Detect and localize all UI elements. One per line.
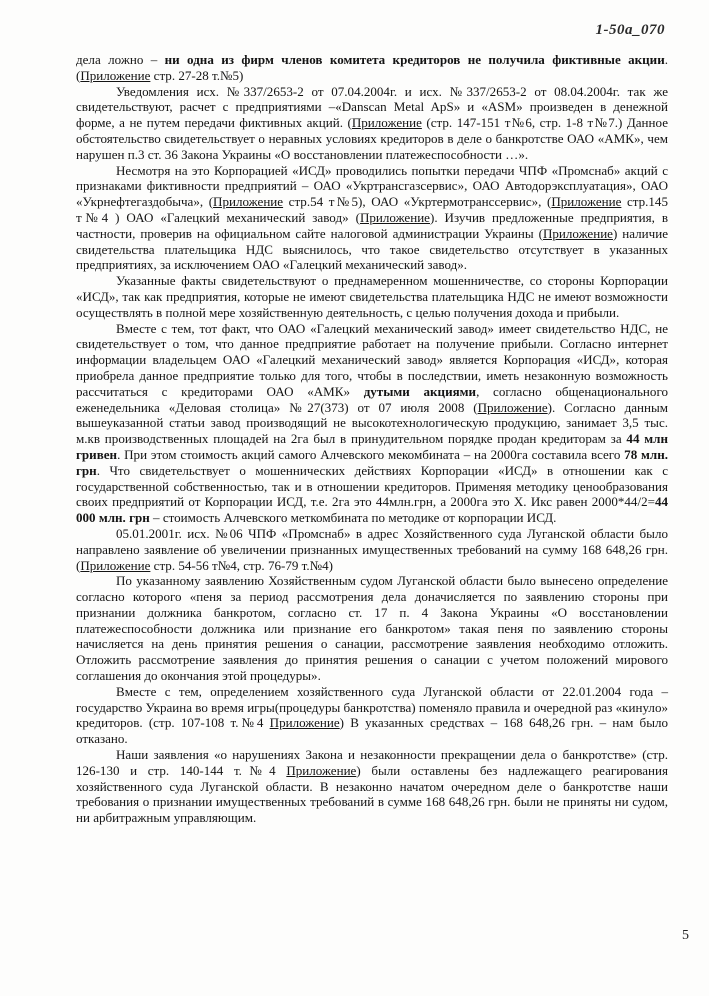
text-run: стр. 54-56 т№4, стр. 76-79 т.№4): [150, 557, 333, 573]
paragraph-p1: [76, 52, 668, 84]
text-run: (стр. 147-151 т№6, стр. 1-8 т№7.) Данное обстоятельство свидетельствует о неравных условиях кредиторов в деле о банкротстве ОАО «АМК», чем нарушен п.3 ст. 36 Закона Украины «О восстановлении платежеспособности …».: [76, 115, 668, 162]
bold-text: 44 000 млн. грн: [76, 494, 668, 526]
appendix-link[interactable]: Приложение: [213, 194, 284, 210]
text-run: Несмотря на это Корпорацией «ИСД» проводились попытки передачи ЧПФ «Промснаб» акций с признаками фиктивности предприятий – ОАО «Укртрансгазсервис», ОАО Автодорэксплуатация», ОАО «Укрнефтегаздобыча», (: [76, 162, 668, 210]
text-run: Вместе с тем, тот факт, что ОАО «Галецкий механический завод» имеет свидетельство НДС, не свидетельствует о том, что данное предприятие работает на получение прибыли. Согласно интернет информации владельцем ОАО «Галецкий механический завод» является Корпорация «ИСД», которая приобрела данное предприятие только для того, чтобы в последствии, иметь незаконную возможность рассчитаться с кредиторами ОАО «АМК»: [76, 320, 668, 399]
document-code: 1-50а_070: [595, 22, 665, 38]
paragraph-p7: [76, 573, 668, 684]
text-run: дела ложно –: [76, 52, 165, 67]
document-body: [76, 52, 668, 826]
text-run: 05.01.2001г. исх. №06 ЧПФ «Промснаб» в адрес Хозяйственного суда Луганской области было направлено заявление об увеличении признанных имущественных требований на сумму 168 648,26 грн. (: [76, 525, 668, 573]
appendix-link[interactable]: Приложение: [351, 115, 422, 131]
text-run: ) наличие свидетельства плательщика НДС выяснилось, что такое свидетельство отсутствует в указанных предприятиях, за исключением ОАО «Галецкий механический завод».: [76, 225, 668, 273]
text-run: . Что свидетельствует о мошеннических действиях Корпорации «ИСД» в отношении как с государственной собственностью, так и в отношении кредиторов. Применяя методику ценообразования своих предприятий от Корпорации ИСД, т.е. 2га это 44млн.грн, а 2000га это Х. Икс равен 2000*44/2=: [76, 462, 668, 510]
text-run: . При этом стоимость акций самого Алчевского мекомбината – на 2000га составила всего: [117, 446, 625, 462]
page-number: 5: [682, 928, 689, 943]
text-run: Уведомления исх. №337/2653-2 от 07.04.2004г. и исх. №337/2653-2 от 08.04.2004г. так же свидетельствуют, расчет с предприятиями –«Danscan Metal ApS» и «ASM» произведен в денежной форме, а не путем передачи фиктивных акций. (: [76, 83, 668, 131]
text-run: стр. 27-28 т.№5): [150, 67, 244, 83]
appendix-link[interactable]: Приложение: [542, 225, 613, 241]
paragraph-p6: [76, 526, 668, 573]
appendix-link[interactable]: Приложение: [269, 715, 340, 731]
text-run: ) были оставлены без надлежащего реагирования хозяйственного суда Луганской области. В незаконно начатом очередном деле о банкротстве наши требования о признании имущественных требований в сумме 168 648,26 грн. были не приняты ни судом, ни арбитражным управляющим.: [76, 762, 669, 826]
text-run: Указанные факты свидетельствуют о преднамеренном мошенничестве, со стороны Корпорации «ИСД», так как предприятия, которые не имеют свидетельства плательщика НДС не имеют возможности осуществлять в полной мере хозяйственную деятельность, с целью получения дохода и прибыли.: [76, 273, 668, 320]
text-run: ). Согласно данным вышеуказанной статьи завод производящий не высокотехнологическую продукцию, занимает 3,5 тыс. м.кв производственных площадей на 2га был в принудительном порядке продан кредиторам за: [76, 399, 668, 447]
bold-text: дутыми акциями: [363, 383, 477, 399]
appendix-link[interactable]: Приложение: [477, 399, 548, 415]
appendix-link[interactable]: Приложение: [80, 67, 151, 83]
text-run: ) В указанных средствах – 168 648,26 грн. – нам было отказано.: [76, 715, 668, 747]
text-run: . (: [76, 52, 668, 83]
text-run: ). Изучив предложенные предприятия, в частности, проверив на официальном сайте налоговой администрации Украины (: [76, 209, 668, 241]
appendix-link[interactable]: Приложение: [551, 194, 622, 210]
text-run: Вместе с тем, определением хозяйственного суда Луганской области от 22.01.2004 года – государство Украина во время игры(процедуры банкротства) поменяло правила и очередной раз «кинуло» кредиторов. (стр. 107-108 т.№4: [76, 683, 668, 731]
text-run: – стоимость Алчевского меткомбината по методике от корпорации ИСД.: [149, 510, 557, 526]
paragraph-p3: [76, 163, 668, 274]
text-run: , согласно общенационального еженедельника «Деловая столица» №27(373) от 07 июля 2008 (: [76, 383, 668, 415]
paragraph-p5: [76, 321, 668, 526]
paragraph-p9: [76, 747, 668, 826]
paragraph-p4: [76, 273, 668, 320]
text-run: стр.145 т№4 ) ОАО «Галецкий механический завод» (: [76, 194, 668, 225]
bold-text: 44 млн гривен: [76, 431, 668, 462]
text-run: Наши заявления «о нарушениях Закона и незаконности прекращении дела о банкротстве» (стр. 126-130 и стр. 140-144 т.№4: [76, 747, 668, 778]
appendix-link[interactable]: Приложение: [80, 557, 151, 573]
text-run: стр.54 т№5), ОАО «Укртермотранссервис», (: [283, 194, 552, 210]
paragraph-p2: [76, 84, 668, 163]
text-run: По указанному заявлению Хозяйственным судом Луганской области было вынесено определение согласно которого «пеня за период рассмотрения дела доначисляется по заявлению стороны при признании должника банкротом, согласно ст. 17 п. 4 Закона Украины «О восстановлении платежеспособности должника или признание его банкротом» такая пеня по заявлению стороны начисляется на день принятия решения о санации, рассмотрение заявления необходимо отложить. Отложить рассмотрение заявления до принятия решения о санации с учетом положений мирового соглашения до окончания этой процедуры».: [76, 573, 668, 684]
appendix-link[interactable]: Приложение: [286, 762, 357, 778]
bold-text: 78 млн. грн: [76, 446, 669, 478]
appendix-link[interactable]: Приложение: [359, 209, 430, 225]
bold-text: ни одна из фирм членов комитета кредиторов не получила фиктивные акции: [164, 52, 665, 67]
paragraph-p8: [76, 684, 668, 747]
